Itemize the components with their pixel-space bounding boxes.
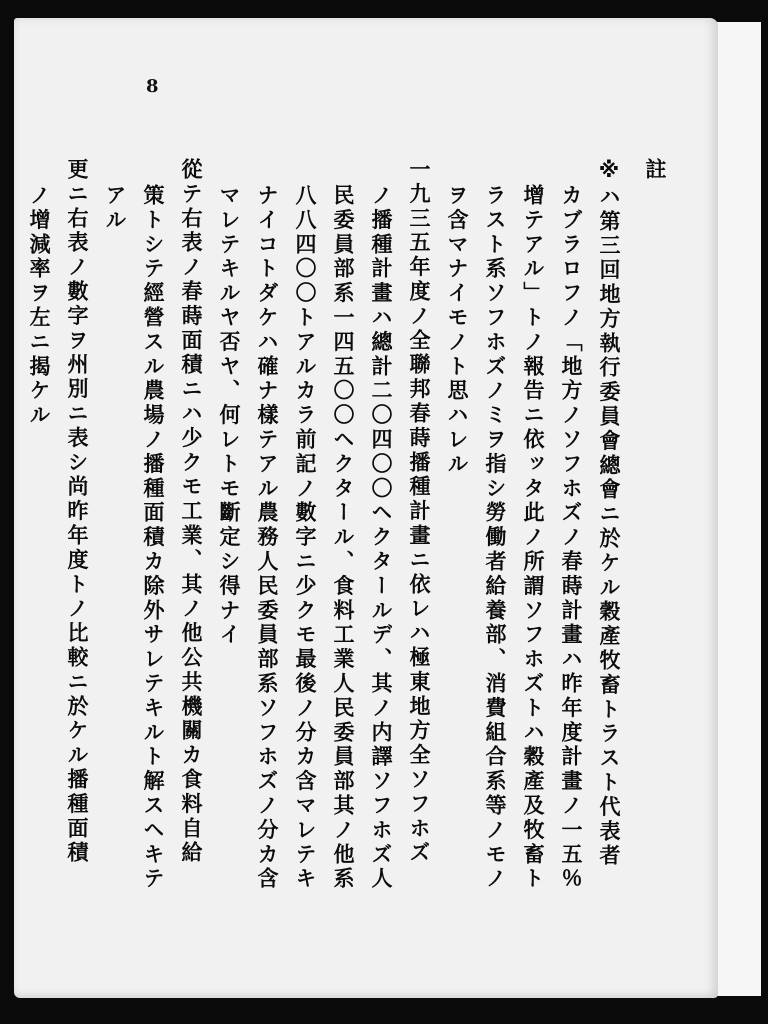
text-column: マレテキルヤ否ヤ、何レトモ斷定シ得ナイ <box>217 184 241 648</box>
text-column: ノ播種計畫ハ總計二〇四〇〇ヘクタールデ、其ノ内譯ソフホズ人 <box>369 184 393 892</box>
text-column: ラスト系ソフホズノミヲ指シ勞働者給養部、消費組合系等ノモノ <box>483 184 507 892</box>
text-column: 增テアル」トノ報告ニ依ッタ此ノ所謂ソフホズトハ穀產及牧畜ト <box>521 184 545 892</box>
text-column: アル <box>103 184 127 233</box>
page-number: 8 <box>146 76 159 97</box>
document-page <box>14 18 718 998</box>
text-column: 策トシテ經營スル農場ノ播種面積カ除外サレテキルト解スヘキテ <box>141 184 165 892</box>
note-heading: 註 <box>643 158 667 183</box>
text-column: 一九三五年度ノ全聯邦春蒔播種計畫ニ依レハ極東地方全ソフホズ <box>407 158 431 866</box>
text-column: ナイコトダケハ確ナ樣テアル農務人民委員部系ソフホズノ分カ含 <box>255 184 279 892</box>
text-column: 八八四〇〇トアルカラ前記ノ數字ニ少クモ最後ノ分カ含マレテキ <box>293 184 317 892</box>
text-column: 民委員部系一四五〇〇ヘクタール、食料工業人民委員部其ノ他系 <box>331 184 355 892</box>
vertical-text-body <box>27 158 674 978</box>
text-column: ヲ含マナイモノト思ハレル <box>445 184 469 477</box>
text-column: ※ハ第三回地方執行委員會總會ニ於ケル穀產牧畜トラスト代表者 <box>597 158 621 869</box>
text-column: 從テ右表ノ春蒔面積ニハ少クモ工業、其ノ他公共機關カ食料自給 <box>179 158 203 866</box>
text-column: ノ增減率ヲ左ニ揭ケル <box>27 184 51 428</box>
text-column: カブラロフノ「地方ノソフホズノ春蒔計畫ハ昨年度計畫ノ一五％ <box>559 184 583 892</box>
text-column: 更ニ右表ノ數字ヲ州別ニ表シ尚昨年度トノ比較ニ於ケル播種面積 <box>65 158 89 866</box>
